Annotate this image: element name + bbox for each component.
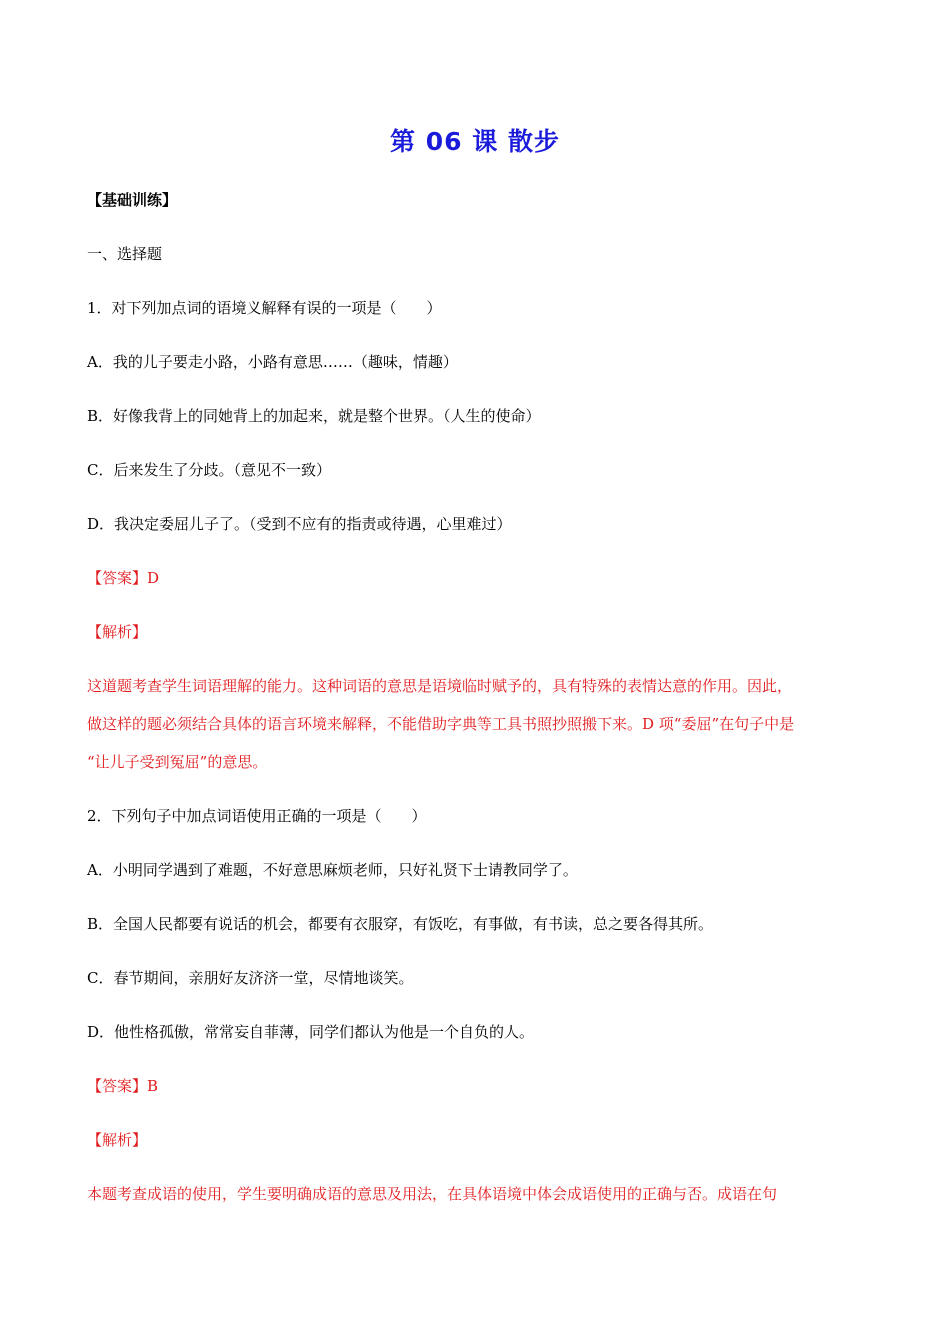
question-1-analysis-line-1: 这道题考查学生词语理解的能力。这种词语的意思是语境临时赋予的，具有特殊的表情达意的作用。因此， <box>87 677 793 695</box>
question-2-option-d: D．他性格孤傲，常常妄自菲薄，同学们都认为他是一个自负的人。 <box>87 1023 535 1041</box>
question-2-analysis-label: 【解析】 <box>87 1131 148 1149</box>
page-title: 第 06 课 散步 <box>390 127 560 156</box>
question-2-answer: 【答案】B <box>87 1077 159 1095</box>
question-1-option-b: B．好像我背上的同她背上的加起来，就是整个世界。（人生的使命） <box>87 407 541 425</box>
question-1-option-d: D．我决定委屈儿子了。（受到不应有的指责或待遇，心里难过） <box>87 515 512 533</box>
question-2-analysis-line-1: 本题考查成语的使用，学生要明确成语的意思及用法，在具体语境中体会成语使用的正确与否。成语在句 <box>87 1185 778 1203</box>
question-1-stem: 1．对下列加点词的语境义解释有误的一项是（ ） <box>87 299 442 317</box>
subsection-heading: 一、选择题 <box>87 245 163 263</box>
question-2-option-b: B．全国人民都要有说话的机会，都要有衣服穿，有饭吃，有事做，有书读，总之要各得其所。 <box>87 915 714 933</box>
question-1-option-c: C．后来发生了分歧。（意见不一致） <box>87 461 331 479</box>
section-heading: 【基础训练】 <box>87 191 178 209</box>
question-2-option-c: C．春节期间，亲朋好友济济一堂，尽情地谈笑。 <box>87 969 414 987</box>
question-1-analysis-label: 【解析】 <box>87 623 148 641</box>
question-2-option-a: A．小明同学遇到了难题，不好意思麻烦老师，只好礼贤下士请教同学了。 <box>87 861 578 879</box>
question-1-option-a: A．我的儿子要走小路，小路有意思……（趣味，情趣） <box>87 353 458 371</box>
question-2-stem: 2．下列句子中加点词语使用正确的一项是（ ） <box>87 807 427 825</box>
question-1-answer: 【答案】D <box>87 569 160 587</box>
question-1-analysis-line-3: “让儿子受到冤屈”的意思。 <box>87 753 268 771</box>
question-1-analysis-line-2: 做这样的题必须结合具体的语言环境来解释，不能借助字典等工具书照抄照搬下来。D 项“委屈”在句子中是 <box>87 715 795 733</box>
